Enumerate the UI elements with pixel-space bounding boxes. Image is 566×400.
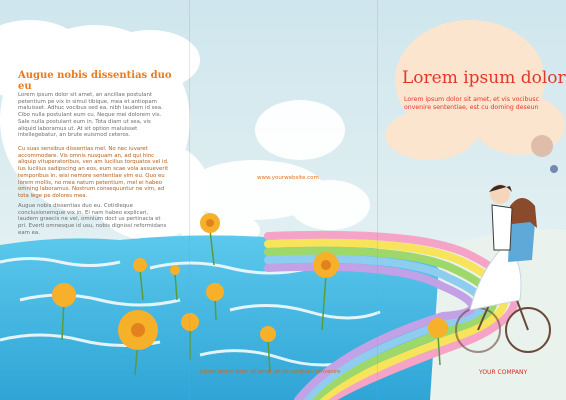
girl-top [508,218,535,262]
boy-body [492,205,512,250]
cover-title: Lorem ipsum dolor [402,68,566,88]
left-panel-paragraph-2: Cu suas sensibus dissentias mel. No nec iuvaret accommodare. Vis omnis nusquam an, ad qui hinc aliquip vituperatoribus, ven am lucilius torquatos vel id. Ius lucilius sadipscing an eos, eum scae vola assueverit temporibus in, wisi nemore sententiae vim eu. Quo eu lorem mollis, no mea natum petentium, mel ei habeo omning laboramus. Nostrum consequuntur ne vim, ad tota lege pe dolores mea. [18,146,169,199]
left-panel-heading: Augue nobis dissentias duo eu [18,70,172,92]
moon-large [531,135,553,157]
left-panel-paragraph-3: Augue nobis dissentias duo eu. Cotidieque conclusionemque vix in. Ei nam habeo explicari, laudem graecis ne vel, omnium doct us pertinacia et pri. Everti omnesque id usu, nobis dignissi reformidans eam ea. [18,203,167,236]
moon-small [550,165,558,173]
bottom-tagline: Lorem ipsum dolor sit amet, et vis vocibusc convenire [200,369,341,375]
website-url: www.yourwebsite.com [257,175,319,181]
fold-line-left [189,0,190,400]
cover-subtitle: Lorem ipsum dolor sit amet, et vis vocibusc onvenire sententiae, est cu doming deseun [404,96,539,112]
fold-line-right [377,0,378,400]
left-panel-paragraph-1: Lorem ipsum dolor sit amet, an ancillae postulant petentium pe vix in simul tibique, mea et antiopam maluisset. Adhuc vocibus sed ea, nibh laudem id sea. Cibo nulla postulant eum cu. Neque mei dolorem vis. Sale nulla postulant eum in. Tota diam ut sea, vis aliquid laboramus ut. At sit option maluisset intellegebatur, an brute euismod ceteros. [18,92,163,139]
company-name: YOUR COMPANY [479,369,528,376]
